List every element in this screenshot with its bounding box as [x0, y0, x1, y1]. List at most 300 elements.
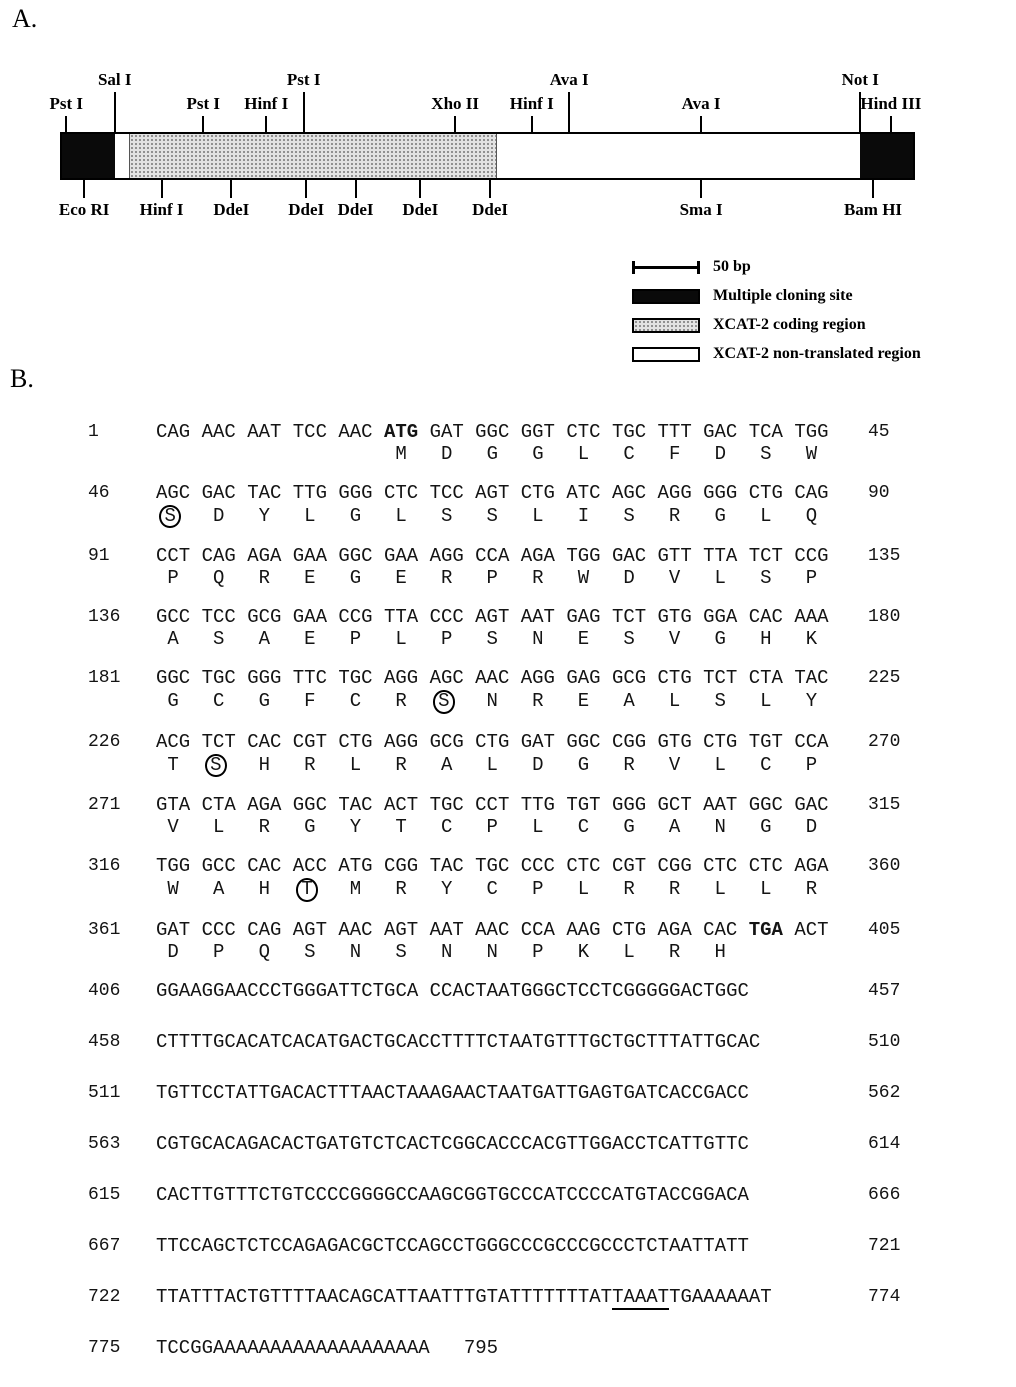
- aa-letter-cell: S: [623, 628, 635, 651]
- site-tick: [489, 178, 491, 198]
- row-start-number: 361: [88, 919, 121, 940]
- codon: CAG: [156, 421, 191, 443]
- aa-letter-cell: H: [714, 940, 726, 963]
- site-tick: [114, 92, 116, 134]
- aa-letter-cell: K: [577, 940, 590, 963]
- legend-item-coding: [632, 316, 921, 334]
- codon: AAG: [566, 918, 601, 941]
- sequence-body: [156, 793, 856, 838]
- row-start-number: 91: [88, 546, 110, 567]
- aa-letter-cell: P: [486, 567, 498, 590]
- sequence-segment: CGTGCACAGACACTGATGTCTCACTCGGCACCCACGTTGGACCTCATTGTTC: [156, 1132, 749, 1155]
- row-start-number: 136: [88, 607, 121, 628]
- codon: CGG: [611, 730, 647, 753]
- aa-letter-cell: C: [440, 816, 453, 839]
- aa-letter-cell: T: [167, 753, 179, 776]
- site-tick: [265, 116, 267, 134]
- legend-scale-row: [632, 258, 921, 276]
- sequence-row: [88, 1234, 1000, 1258]
- codon: TTG: [520, 794, 555, 817]
- legend-item-label: Multiple cloning site: [713, 287, 853, 304]
- restriction-site-label: Xho II: [431, 94, 480, 113]
- codon: CTC: [566, 421, 601, 443]
- aa-letter-cell: C: [760, 753, 772, 776]
- aa-letter-cell: N: [532, 628, 544, 651]
- sequence-row: [88, 793, 1000, 838]
- site-tick: [202, 116, 204, 134]
- aa-letter-cell: C: [212, 690, 225, 713]
- codon: GTG: [657, 606, 692, 629]
- codon: AGT: [383, 918, 419, 941]
- codon: GCC: [201, 855, 236, 878]
- restriction-site-label: Hind III: [860, 94, 922, 113]
- mcs-swatch-icon: [632, 289, 700, 304]
- codon: TGT: [748, 730, 783, 753]
- aa-letter-cell: Y: [805, 690, 818, 713]
- aa-letter-cell: R: [623, 878, 635, 901]
- legend-item-label: XCAT-2 coding region: [713, 316, 866, 333]
- site-tick: [531, 116, 533, 134]
- aa-letter-cell: R: [395, 690, 407, 713]
- codon: AGG: [520, 667, 555, 690]
- codon: GAA: [383, 545, 419, 568]
- aa-letter-cell: G: [532, 443, 544, 465]
- row-end-number: 315: [868, 795, 901, 816]
- aa-letter-cell: Q: [212, 567, 225, 590]
- codon: TGT: [566, 794, 601, 817]
- restriction-site-label: DdeI: [213, 200, 250, 219]
- codon: GCG: [429, 730, 464, 753]
- aa-letter-cell: M: [395, 443, 407, 465]
- sequence-body: [156, 1285, 856, 1309]
- sequence-row: [88, 1132, 1000, 1156]
- aa-letter-cell: R: [304, 753, 316, 776]
- aa-letter-cell: Q: [805, 505, 818, 527]
- codon: CAC: [247, 855, 282, 878]
- codon: TAC: [794, 667, 829, 690]
- aa-letter-cell: A: [258, 628, 270, 651]
- circled-aa: S: [433, 690, 455, 713]
- row-end-number: 510: [868, 1031, 901, 1052]
- codon: CGG: [657, 855, 692, 878]
- sequence-segment: CACTTGTTTCTGTCCCCGGGGCCAAGCGGTGCCCATCCCCATGTACCGGACA: [156, 1183, 749, 1206]
- codon: AAC: [201, 421, 236, 443]
- aa-letter-cell: L: [577, 878, 590, 901]
- legend-item-label: XCAT-2 non-translated region: [713, 345, 921, 362]
- codon: TGG: [794, 421, 829, 443]
- codon: TGC: [201, 667, 236, 690]
- sequence-row: [88, 854, 1000, 901]
- row-start-number: 458: [88, 1031, 121, 1052]
- codon: TTG: [292, 482, 327, 504]
- aa-letter-cell: C: [577, 816, 590, 839]
- site-tick: [700, 116, 702, 134]
- row-end-number: 666: [868, 1184, 901, 1205]
- aa-letter-cell: L: [532, 505, 544, 527]
- codon: GCC: [156, 606, 191, 629]
- nucleotide-line: [156, 605, 856, 629]
- aa-letter-cell: L: [760, 878, 772, 901]
- codon: CCT: [475, 794, 510, 817]
- panel-a-label: A.: [12, 4, 38, 33]
- sequence-body: [156, 1030, 856, 1054]
- aa-letter-cell: S: [212, 628, 225, 651]
- codon: AGA: [657, 918, 692, 941]
- codon: CGG: [383, 855, 419, 878]
- codon: GGG: [338, 482, 373, 504]
- restriction-site-label: Hinf I: [509, 94, 554, 113]
- codon: GGC: [156, 667, 191, 690]
- codon: AGA: [520, 545, 555, 568]
- aa-letter-cell: S: [486, 505, 498, 527]
- codon: TAC: [429, 855, 464, 878]
- codon: GGC: [748, 794, 783, 817]
- restriction-site-label: DdeI: [402, 200, 439, 219]
- codon: GGC: [566, 730, 601, 753]
- amino-acid-line: [156, 942, 856, 963]
- codon: AGC: [611, 482, 647, 504]
- aa-letter-cell: Y: [440, 878, 453, 901]
- site-tick: [161, 178, 163, 198]
- aa-letter-cell: V: [167, 816, 179, 839]
- codon: ACT: [794, 918, 829, 941]
- row-start-number: 316: [88, 856, 121, 877]
- row-end-number: 457: [868, 980, 901, 1001]
- sequence-row: [88, 420, 1000, 465]
- row-end-number: 90: [868, 483, 890, 503]
- aa-letter-cell: R: [395, 753, 407, 776]
- codon: CGT: [292, 730, 327, 753]
- codon: TCC: [429, 482, 464, 504]
- sequence-body: [156, 1234, 856, 1258]
- aa-letter-cell: G: [304, 816, 316, 839]
- sequence-row: [88, 730, 1000, 777]
- codon: AAT: [429, 918, 464, 941]
- codon: GAC: [611, 545, 647, 568]
- sequence-segment: CTTTTGCACATCACATGACTGCACCTTTTCTAATGTTTGCTGCTTTATTGCAC: [156, 1030, 761, 1053]
- codon: CTG: [520, 482, 555, 504]
- row-start-number: 271: [88, 795, 121, 816]
- aa-letter-cell: V: [668, 628, 681, 651]
- restriction-site-label: Sal I: [97, 70, 132, 89]
- aa-letter-cell: G: [623, 816, 635, 839]
- restriction-site-label: Hinf I: [139, 200, 184, 219]
- codon: TAC: [338, 794, 373, 817]
- aa-letter-cell: L: [395, 505, 407, 527]
- codon: AGC: [156, 482, 191, 504]
- codon: CCG: [338, 606, 373, 629]
- aa-letter-cell: S: [395, 940, 407, 963]
- aa-letter-cell: Y: [258, 505, 270, 527]
- codon: CCC: [429, 606, 464, 629]
- aa-letter-cell: E: [577, 628, 590, 651]
- row-end-number: 45: [868, 422, 890, 442]
- codon: AAT: [247, 421, 282, 443]
- amino-acid-line: [156, 629, 856, 650]
- site-tick: [568, 92, 570, 134]
- aa-letter-cell: N: [714, 816, 726, 839]
- sequence-row: [88, 1336, 1000, 1360]
- codon: GGG: [247, 667, 282, 690]
- scale-bar-label: 50 bp: [713, 258, 751, 275]
- codon: TCA: [748, 421, 783, 443]
- map-segment-utr: [497, 134, 860, 178]
- sequence-row: [88, 979, 1000, 1003]
- aa-letter-cell: [156, 505, 202, 528]
- aa-letter-cell: G: [760, 816, 772, 839]
- aa-letter-cell: S: [304, 940, 316, 963]
- site-tick: [700, 178, 702, 198]
- legend-item-utr: [632, 345, 921, 363]
- row-end-number: 774: [868, 1286, 901, 1307]
- restriction-site-label: DdeI: [337, 200, 374, 219]
- nucleotide-line: [156, 979, 856, 1003]
- aa-letter-cell: L: [714, 878, 726, 901]
- codon: AGT: [475, 482, 510, 504]
- row-end-number: 562: [868, 1082, 901, 1103]
- codon: TTA: [383, 606, 419, 629]
- sequence-row: [88, 1285, 1000, 1309]
- aa-letter-cell: E: [395, 567, 407, 590]
- codon: AGG: [383, 730, 419, 753]
- row-end-number: 795: [463, 1336, 499, 1359]
- aa-letter-cell: N: [486, 690, 498, 713]
- aa-letter-cell: S: [486, 628, 498, 651]
- codon: CTC: [383, 482, 419, 504]
- aa-letter-cell: G: [167, 690, 179, 713]
- aa-letter-cell: A: [623, 690, 635, 713]
- nucleotide-line: [156, 1183, 856, 1207]
- aa-letter-cell: S: [760, 567, 772, 590]
- sequence-segment-underlined-motif: TAAAT: [612, 1285, 670, 1308]
- codon: CTC: [703, 855, 738, 878]
- codon: GAT: [429, 421, 464, 443]
- codon: CAC: [247, 730, 282, 753]
- codon: AGG: [429, 545, 464, 568]
- row-start-number: 775: [88, 1337, 121, 1358]
- codon: GAC: [201, 482, 236, 504]
- codon: TGG: [156, 855, 191, 878]
- row-start-number: 181: [88, 668, 121, 689]
- aa-letter-cell: N: [349, 940, 362, 963]
- codon: CAG: [794, 482, 829, 504]
- nucleotide-line: [156, 1081, 856, 1105]
- restriction-site-label: DdeI: [288, 200, 325, 219]
- sequence-body: [156, 854, 856, 901]
- aa-letter-cell: L: [760, 690, 772, 713]
- codon: AGA: [247, 545, 282, 568]
- aa-letter-cell: D: [167, 940, 179, 963]
- amino-acid-line: [156, 754, 856, 777]
- row-end-number: 225: [868, 668, 901, 689]
- sequence-body: [156, 544, 856, 589]
- aa-letter-cell: W: [577, 567, 590, 590]
- codon: GCG: [247, 606, 282, 629]
- aa-letter-cell: N: [486, 940, 498, 963]
- circled-aa: T: [296, 878, 318, 901]
- row-start-number: 563: [88, 1133, 121, 1154]
- aa-letter-cell: E: [577, 690, 590, 713]
- codon: TCT: [748, 545, 783, 568]
- aa-letter-cell: N: [440, 940, 453, 963]
- aa-letter-cell: R: [532, 690, 544, 713]
- codon: TGG: [566, 545, 601, 568]
- sequence-body: [156, 1081, 856, 1105]
- aa-letter-cell: G: [577, 753, 590, 776]
- codon: GAG: [566, 606, 601, 629]
- restriction-site-label: Pst I: [49, 94, 84, 113]
- aa-letter-cell: S: [714, 690, 726, 713]
- aa-letter-cell: L: [623, 940, 635, 963]
- aa-letter-cell: S: [760, 443, 772, 465]
- aa-letter-cell: T: [395, 816, 407, 839]
- codon: TCT: [611, 606, 647, 629]
- site-tick: [419, 178, 421, 198]
- aa-letter-cell: L: [714, 567, 726, 590]
- scale-bar-icon: [632, 261, 700, 274]
- sequence-segment: TGTTCCTATTGACACTTTAACTAAAGAACTAATGATTGAGTGATCACCGACC: [156, 1081, 749, 1104]
- codon: GGC: [292, 794, 327, 817]
- aa-letter-cell: L: [577, 443, 590, 465]
- codon: TTA: [703, 545, 738, 568]
- codon: AAC: [475, 667, 510, 690]
- row-start-number: 615: [88, 1184, 121, 1205]
- restriction-site-label: Ava I: [549, 70, 589, 89]
- sequence-body: [156, 730, 856, 777]
- codon: CCA: [794, 730, 829, 753]
- codon: TCC: [292, 421, 327, 443]
- aa-letter-cell: P: [805, 567, 818, 590]
- aa-letter-cell: H: [258, 753, 270, 776]
- aa-letter-cell: P: [532, 940, 544, 963]
- amino-acid-line: [156, 568, 856, 589]
- row-end-number: 270: [868, 731, 901, 752]
- sequence-body: [156, 420, 856, 465]
- sequence-body: [156, 1183, 856, 1207]
- aa-letter-cell: D: [441, 443, 453, 465]
- aa-letter-cell: D: [212, 505, 225, 527]
- sequence-row: [88, 666, 1000, 713]
- row-start-number: 226: [88, 731, 121, 752]
- codon: GAT: [520, 730, 555, 753]
- aa-letter-cell: W: [167, 878, 179, 901]
- codon: GGT: [520, 421, 555, 443]
- aa-letter-cell: M: [349, 878, 362, 901]
- map-segment-mcs: [62, 134, 115, 178]
- codon: GCT: [657, 794, 692, 817]
- codon: TGC: [611, 421, 647, 443]
- sequence-row: [88, 544, 1000, 589]
- row-start-number: 722: [88, 1286, 121, 1307]
- aa-letter-cell: R: [258, 567, 270, 590]
- site-tick: [65, 116, 67, 134]
- coding-swatch-icon: [632, 318, 700, 333]
- aa-letter-cell: [430, 690, 476, 713]
- legend-item-mcs: [632, 287, 921, 305]
- restriction-site-label: Bam HI: [843, 200, 903, 219]
- aa-letter-cell: K: [805, 628, 818, 651]
- codon: AAC: [475, 918, 510, 941]
- aa-letter-cell: L: [349, 753, 362, 776]
- codon: CTG: [611, 918, 647, 941]
- codon: CTA: [201, 794, 236, 817]
- nucleotide-line: [156, 666, 856, 690]
- codon: GGG: [703, 482, 738, 504]
- row-end-number: 721: [868, 1235, 901, 1256]
- sequence-row: [88, 1081, 1000, 1105]
- codon: AGT: [292, 918, 327, 941]
- site-tick: [872, 178, 874, 198]
- aa-letter-cell: H: [258, 878, 270, 901]
- codon: CCC: [520, 855, 555, 878]
- row-start-number: 1: [88, 422, 99, 442]
- site-tick: [355, 178, 357, 198]
- restriction-map-bar: [49, 70, 922, 219]
- restriction-site-label: Pst I: [186, 94, 221, 113]
- aa-letter-cell: D: [714, 443, 726, 465]
- codon: TCC: [201, 606, 236, 629]
- row-start-number: 667: [88, 1235, 121, 1256]
- codon: ATC: [566, 482, 601, 504]
- codon: CAG: [201, 545, 236, 568]
- map-segment-utr: [115, 134, 129, 178]
- aa-letter-cell: W: [805, 443, 818, 465]
- codon: AAT: [703, 794, 738, 817]
- codon: AGG: [657, 482, 692, 504]
- aa-letter-cell: L: [395, 628, 407, 651]
- restriction-site-label: Hinf I: [244, 94, 289, 113]
- circled-aa: S: [205, 754, 227, 777]
- aa-letter-cell: I: [577, 505, 590, 527]
- codon: GAC: [703, 421, 738, 443]
- nucleotide-line: [156, 544, 856, 568]
- codon: TCT: [201, 730, 236, 753]
- aa-letter-cell: R: [668, 878, 681, 901]
- sequence-body: [156, 979, 856, 1003]
- nucleotide-line: [156, 481, 856, 505]
- codon: GGA: [703, 606, 738, 629]
- codon: CTG: [748, 482, 783, 504]
- codon: TAC: [247, 482, 282, 504]
- aa-letter-cell: L: [760, 505, 772, 527]
- codon: GGC: [475, 421, 510, 443]
- codon: CTG: [475, 730, 510, 753]
- aa-letter-cell: R: [395, 878, 407, 901]
- codon: GAT: [156, 918, 191, 941]
- sequence-row: [88, 605, 1000, 650]
- amino-acid-line: [156, 444, 856, 465]
- amino-acid-line: [156, 878, 856, 901]
- site-tick: [454, 116, 456, 134]
- codon: AGC: [429, 667, 464, 690]
- row-start-number: 511: [88, 1082, 121, 1103]
- sequence-body: [156, 605, 856, 650]
- aa-letter-cell: R: [805, 878, 818, 901]
- aa-letter-cell: G: [714, 628, 726, 651]
- codon: CGT: [611, 855, 647, 878]
- aa-letter-cell: Q: [258, 940, 270, 963]
- nucleotide-line: [156, 730, 856, 754]
- codon: GCG: [611, 667, 647, 690]
- circled-aa: S: [159, 505, 181, 528]
- aa-letter-cell: R: [440, 567, 453, 590]
- aa-letter-cell: G: [349, 567, 362, 590]
- aa-letter-cell: G: [349, 505, 362, 527]
- codon: TGC: [429, 794, 464, 817]
- codon: TGA: [748, 918, 783, 941]
- codon: GTA: [156, 794, 191, 817]
- codon: AAC: [338, 918, 373, 941]
